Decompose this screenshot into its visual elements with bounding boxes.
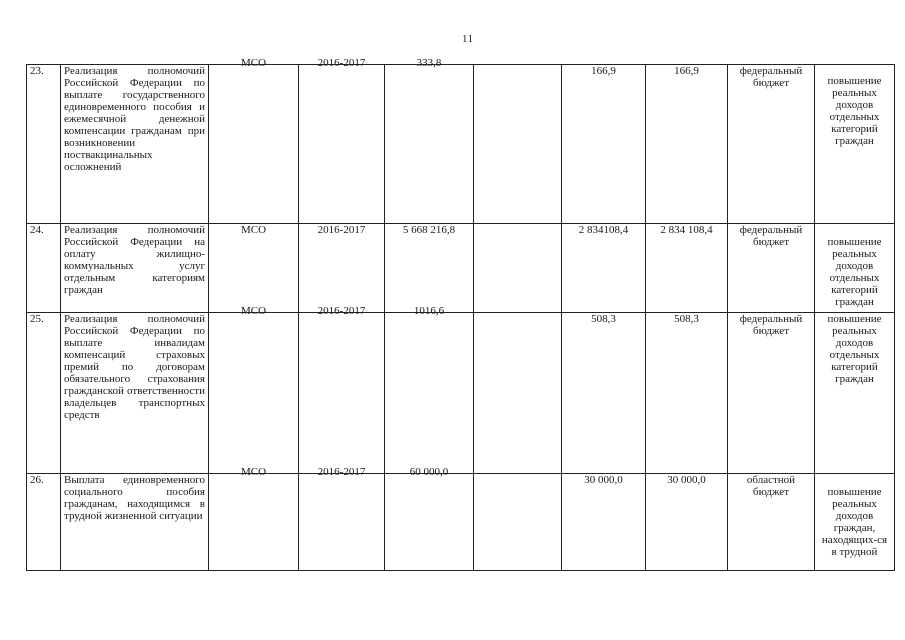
executor: МСО (240, 466, 267, 478)
executor: МСО (240, 224, 267, 236)
goal-cell (815, 474, 895, 571)
total-amount: 60 000,0 (409, 466, 449, 478)
year1-cell (474, 224, 562, 313)
year2-cell (562, 65, 646, 224)
row-number: 26. (27, 474, 61, 571)
executor: МСО (240, 57, 267, 69)
period-cell (299, 224, 385, 313)
year2-amount: 2 834108,4 (578, 224, 629, 236)
row-number: 25. (27, 313, 61, 474)
funding-source: федеральный бюджет (739, 313, 803, 337)
year3-amount: 2 834 108,4 (660, 224, 713, 236)
year3-cell (646, 313, 728, 474)
total-cell (385, 224, 474, 313)
year2-amount: 508,3 (591, 313, 616, 325)
funding-source: областной бюджет (746, 474, 796, 498)
measure-name: Выплата единовременного социального пособия гражданам, находящимся в трудной жизненной ситуации (61, 474, 209, 571)
table-row (27, 474, 895, 571)
source-cell (728, 65, 815, 224)
measure-name: Реализация полномочий Российской Федерации на оплату жилищно-коммунальных услуг отдельным категориям граждан (61, 224, 209, 313)
year3-cell (646, 224, 728, 313)
row-number: 24. (27, 224, 61, 313)
source-cell (728, 313, 815, 474)
period: 2016-2017 (317, 305, 366, 317)
source-cell (728, 474, 815, 571)
period-cell (299, 57, 385, 224)
year2-cell (562, 313, 646, 474)
total-amount: 1016,6 (413, 305, 445, 317)
executor: МСО (240, 305, 267, 317)
total-cell (385, 57, 474, 224)
year2-cell (562, 474, 646, 571)
year3-amount: 166,9 (674, 65, 699, 77)
executor-cell (209, 305, 299, 474)
year2-cell (562, 224, 646, 313)
year2-amount: 166,9 (591, 65, 616, 77)
expected-result: повышение реальных доходов отдельных категорий граждан (827, 313, 882, 385)
total-cell (385, 305, 474, 474)
goal-cell (815, 224, 895, 313)
measure-name: Реализация полномочий Российской Федерации по выплате государственного единовременного пособия и ежемесячной денежной компенсации гражданам при возникновении поствакцинальных осложнений (61, 65, 209, 224)
table-row (27, 224, 895, 313)
year2-amount: 30 000,0 (584, 474, 623, 486)
year1-cell (474, 65, 562, 224)
year3-amount: 508,3 (674, 313, 699, 325)
expected-result: повышение реальных доходов отдельных категорий граждан (827, 75, 882, 147)
expected-result: повышение реальных доходов отдельных категорий граждан (827, 236, 882, 308)
period-cell (299, 305, 385, 474)
funding-source: федеральный бюджет (739, 65, 803, 89)
goal-cell (815, 65, 895, 224)
row-number: 23. (27, 65, 61, 224)
period-cell (299, 466, 385, 571)
table-row (27, 313, 895, 474)
year1-cell (474, 474, 562, 571)
program-measures-table (26, 57, 895, 571)
period: 2016-2017 (317, 466, 366, 478)
table-row (27, 65, 895, 224)
expected-result: повышение реальных доходов граждан, находящих-ся в трудной (821, 486, 888, 558)
year1-cell (474, 313, 562, 474)
total-amount: 333,8 (416, 57, 442, 69)
source-cell (728, 224, 815, 313)
executor-cell (209, 57, 299, 224)
period: 2016-2017 (317, 57, 366, 69)
period: 2016-2017 (317, 224, 366, 236)
year3-amount: 30 000,0 (667, 474, 706, 486)
page-number: 11 (462, 33, 474, 45)
funding-source: федеральный бюджет (739, 224, 803, 248)
total-cell (385, 466, 474, 571)
total-amount: 5 668 216,8 (402, 224, 456, 236)
executor-cell (209, 466, 299, 571)
year3-cell (646, 474, 728, 571)
measure-name: Реализация полномочий Российской Федерации по выплате инвалидам компенсаций страховых премий по договорам обязательного страхования гражданской ответственности владельцев транспортных средств (61, 313, 209, 474)
year3-cell (646, 65, 728, 224)
executor-cell (209, 224, 299, 313)
goal-cell (815, 313, 895, 474)
